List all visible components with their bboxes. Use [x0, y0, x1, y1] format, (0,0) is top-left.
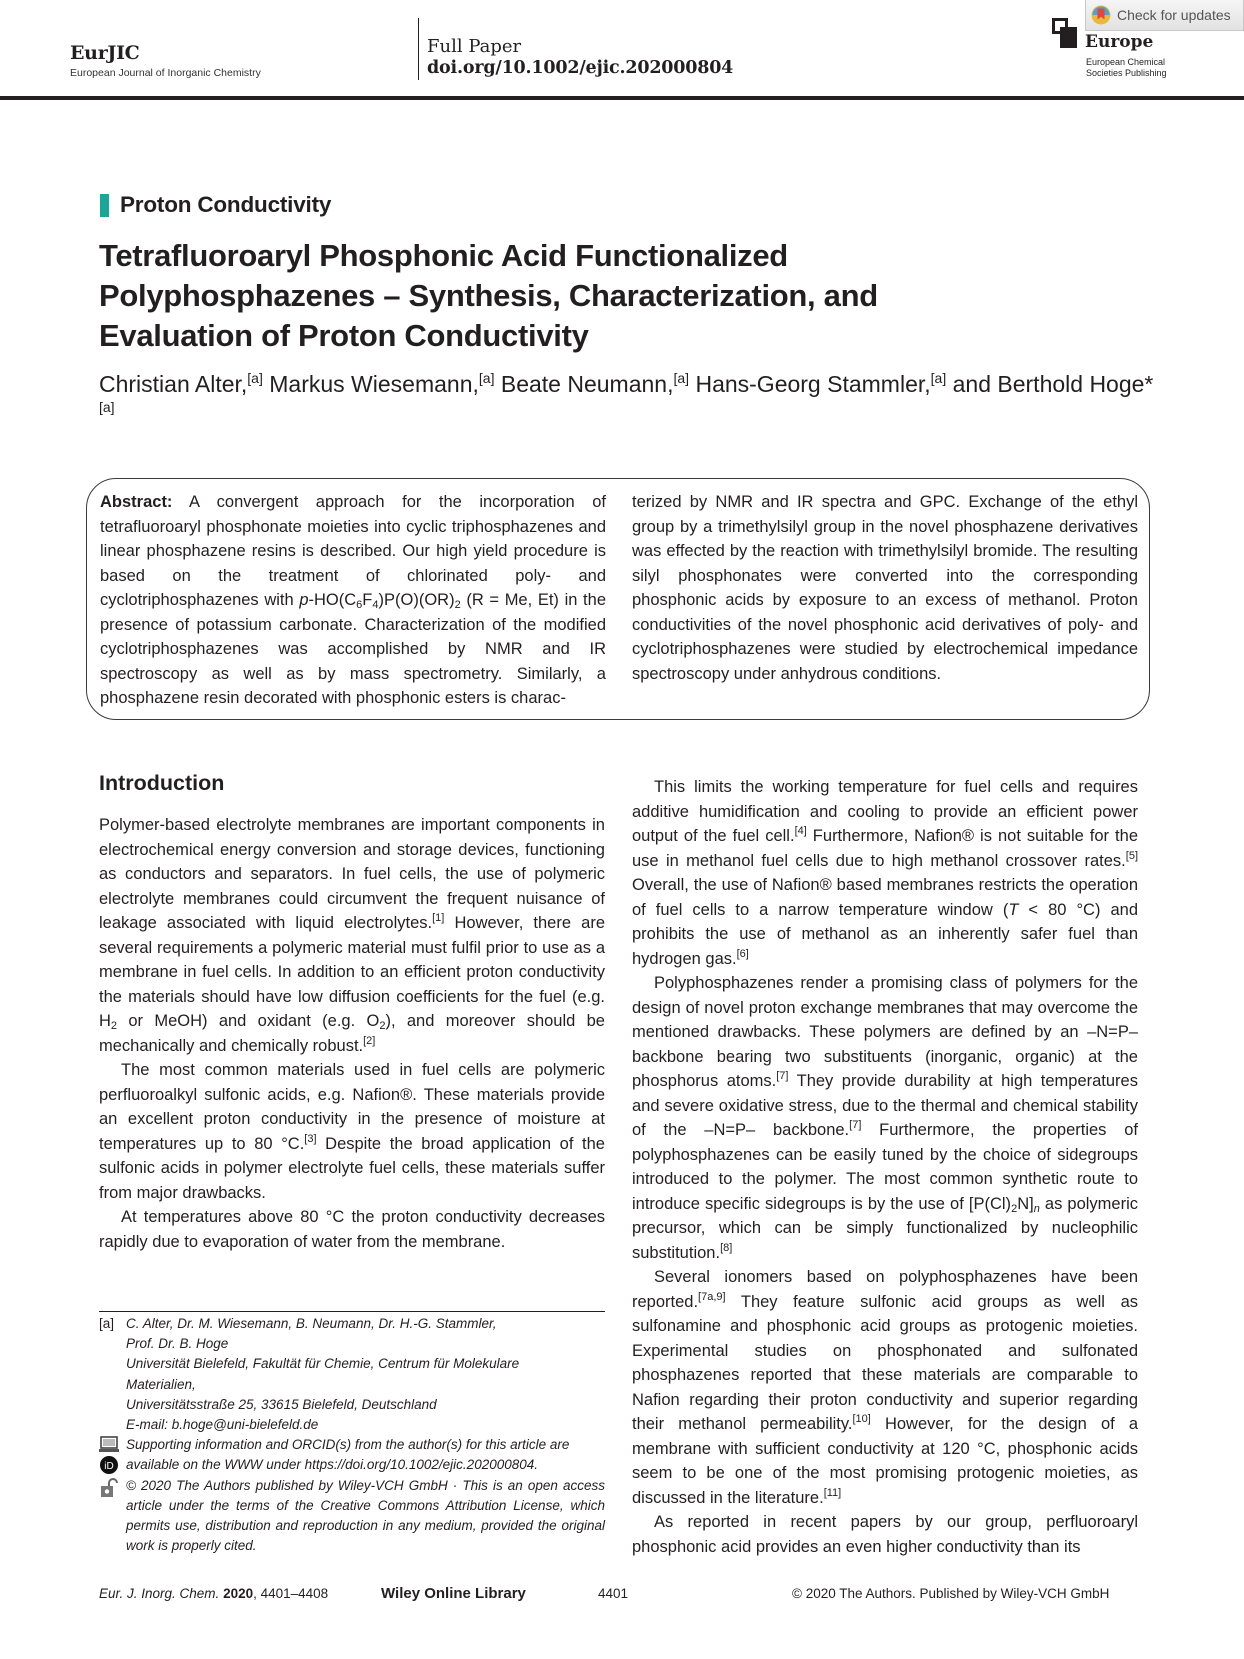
citation-ref[interactable]: [6] — [736, 947, 749, 960]
citation-ref[interactable]: [5] — [1125, 849, 1138, 862]
article-meta — [427, 36, 733, 78]
article-type: Full Paper — [427, 36, 522, 57]
affiliation-mark: [a] — [478, 370, 495, 386]
publisher-subtitle — [1086, 57, 1167, 79]
affiliation-line: Prof. Dr. B. Hoge — [126, 1336, 229, 1352]
affiliation-line: Universitätsstraße 25, 33615 Bielefeld, Deutschland — [126, 1396, 437, 1412]
citation-ref[interactable]: [4] — [794, 825, 807, 837]
publisher-subtitle-line1: European Chemical — [1086, 57, 1166, 67]
abstract-right-column: terized by NMR and IR spectra and GPC. Exchange of the ethyl group by a trimethylsilyl group in the novel phosphazene derivatives was effected by the reaction with trimethylsilyl bromide. The resulting silyl phosphonates were converted into the corresponding phosphonic acids by exposure to an excess of methanol. Proton conductivities of the novel phosphonic acid derivatives of poly- and cyclotriphosphazenes were studied by electrochemical impedance spectroscopy under anhydrous conditions. — [632, 493, 1138, 683]
orcid-icon — [100, 1456, 118, 1474]
abstract-left-column — [100, 490, 606, 711]
email-link[interactable]: E-mail: b.hoge@uni-bielefeld.de — [126, 1417, 319, 1433]
author-name: Beate Neumann, — [494, 371, 674, 397]
formula-subscript: 4 — [372, 599, 379, 611]
footnote-rule — [99, 1311, 605, 1312]
affiliation-line: C. Alter, Dr. M. Wiesemann, B. Neumann, Dr. H.-G. Stammler, — [126, 1316, 497, 1331]
body-left-column — [99, 813, 605, 1254]
formula-subscript: 6 — [356, 599, 363, 611]
header-divider — [418, 18, 419, 80]
citation-ref[interactable]: [8] — [720, 1241, 733, 1254]
citation-ref[interactable]: [3] — [304, 1132, 317, 1145]
open-access-text: © 2020 The Authors published by Wiley-VCH GmbH · This is an open access article under the terms of the Creative Commons Attribution License, which permits use, distribution and reproduction in any medium, provided the original work is properly cited. — [126, 1477, 605, 1554]
paragraph: As reported in recent papers by our group, perfluoroaryl phosphonic acid provides an even higher conductivity than its — [632, 1513, 1138, 1556]
affiliation-footnote — [99, 1314, 605, 1435]
supporting-info-text: Supporting information and ORCID(s) from the author(s) for this article are — [126, 1437, 570, 1453]
section-tag-label: Proton Conductivity — [120, 192, 332, 217]
affiliation-mark: [a] — [930, 370, 947, 386]
formula-part: )P(O)(OR) — [378, 591, 455, 609]
journal-full-name: European Journal of Inorganic Chemistry — [70, 67, 261, 79]
citation-ref[interactable]: [1] — [432, 912, 445, 924]
paragraph: Several ionomers based on polyphosphazenes have been reported.[7a,9] They feature sulfonic acid groups as well as sulfonamine and phosphonic acid groups as protogenic moieties. Experimental studies on phosphonated and sulfonated phosphazenes reported that these materials are comparable to Nafion regarding their proton conductivity and superior regarding their methanol permeability.[10] However, for the design of a membrane with sufficient conductivity at 120 °C, phosphonic acids seem to be one of the most promising protogenic moieties, as discussed in the literature.[11] — [632, 1268, 1138, 1507]
citation-ref[interactable]: [11] — [823, 1486, 842, 1499]
open-lock-icon — [99, 1478, 119, 1498]
check-for-updates-button[interactable] — [1085, 0, 1244, 31]
title-line: Evaluation of Proton Conductivity — [99, 318, 589, 353]
svg-text:iD: iD — [104, 1461, 114, 1473]
accent-bar — [100, 194, 109, 217]
author-name: and Berthold Hoge* — [946, 371, 1154, 397]
citation-ref[interactable]: [7a,9] — [698, 1290, 726, 1303]
title-line: Polyphosphazenes – Synthesis, Characterization, and — [99, 278, 878, 313]
paragraph: This limits the working temperature for fuel cells and requires additive humidification and cooling to provide an efficient power output of the fuel cell.[4] Furthermore, Nafion® is not suitable for the use in methanol fuel cells due to high methanol crossover rates.[5] Overall, the use of Nafion® based membranes restricts the operation of fuel cells to a narrow temperature window (T < 80 °C) and prohibits the use of methanol as an inherently safer fuel than hydrogen gas.[6] — [632, 778, 1138, 968]
publisher-name: Europe — [1085, 32, 1154, 52]
affiliation-mark: [a] — [99, 399, 115, 415]
paragraph: Polyphosphazenes render a promising class of polymers for the design of novel proton exchange membranes that may overcome the mentioned drawbacks. These polymers are defined by an –N=P– backbone bearing two substituents (inorganic, organic) at the phosphorus atoms.[7] They provide durability at high temperatures and severe oxidative stress, due to the thermal and chemical stability of the –N=P– backbone.[7] Furthermore, the properties of polyphosphazenes can be easily tuned by the choice of sidegroups introduced to the polymer. The most common synthetic route to introduce specific sidegroups is by the use of $[P(Cl)_2N]_n$ as polymeric precursor, which can be simply functionalized by nucleophilic substitution.[8] — [632, 974, 1138, 1262]
paragraph: The most common materials used in fuel cells are polymeric perfluoroalkyl sulfonic acids, e.g. Nafion®. These materials provide an excellent proton conductivity in the presence of moisture at temperatures up to 80 °C.[3] Despite the broad application of the sulfonic acids in polymer electrolyte fuel cells, these materials suffer from major drawbacks. — [99, 1061, 605, 1202]
abstract-label: Abstract: — [100, 493, 173, 511]
footer-citation: Eur. J. Inorg. Chem. 2020, 4401–4408 — [99, 1586, 329, 1601]
citation-ref[interactable]: [7] — [776, 1070, 789, 1082]
chemistry-europe-logo-icon — [1052, 18, 1080, 48]
citation-ref[interactable]: [2] — [363, 1034, 376, 1047]
citation-ref[interactable]: [10] — [852, 1413, 871, 1425]
abstract-text: A convergent approach for the incorporation of tetrafluoroaryl phosphonate moieties into cyclic triphosphazenes and linear phosphazene resins is described. Our high yield procedure is based on the treatment of chlorinated poly- and cyclotriphosphazenes with — [100, 493, 606, 609]
title-line: Tetrafluoroaryl Phosphonic Acid Functionalized — [99, 238, 788, 273]
supporting-info-footnote — [99, 1435, 605, 1475]
formula-part: -HO(C — [308, 591, 357, 609]
affiliation-line: Universität Bielefeld, Fakultät für Chemie, Centrum für Molekulare — [126, 1356, 520, 1372]
author-name: Hans-Georg Stammler, — [689, 371, 931, 397]
formula-part: p — [299, 591, 309, 609]
affiliation-line: Materialien, — [126, 1376, 196, 1392]
section-tag — [100, 192, 331, 218]
wiley-online-library-link[interactable]: Wiley Online Library — [381, 1585, 526, 1602]
formula-part: F — [362, 591, 373, 609]
affiliation-mark: [a] — [247, 370, 263, 386]
footer-copyright: © 2020 The Authors. Published by Wiley-VCH GmbH — [792, 1586, 1110, 1601]
journal-branding — [70, 42, 261, 79]
publisher-subtitle-line2: Societies Publishing — [1086, 68, 1167, 78]
journal-abbr: EurJIC — [70, 42, 140, 64]
affiliation-mark: [a] — [99, 1316, 115, 1331]
author-list — [99, 370, 1159, 428]
doi-link[interactable]: doi.org/10.1002/ejic.202000804 — [427, 58, 734, 78]
author-name: Christian Alter, — [99, 371, 248, 397]
body-right-column — [632, 775, 1138, 1559]
check-for-updates-label: Check for updates — [1117, 7, 1231, 23]
abstract-text: (R = Me, Et) in the presence of potassium carbonate. Characterization of the modified cyclotriphosphazenes was accomplished by NMR and IR spectroscopy as well as by mass spectrometry. Similarly, a phosphazene resin decorated with phosphonic esters is charac- — [100, 591, 606, 707]
article-title — [99, 236, 1099, 356]
paragraph: Polymer-based electrolyte membranes are important components in electrochemical energy conversion and storage devices, functioning as conductors and separators. In fuel cells, the use of polymeric electrolyte membranes could circumvent the frequent nuisance of leakage associated with liquid electrolytes.[1] However, there are several requirements a polymeric material must fulfil prior to use as a membrane in fuel cells. In addition to an efficient proton conductivity the materials should have low diffusion coefficients for the fuel (e.g. $H_2$ or MeOH) and oxidant (e.g. $O_2$), and moreover should be mechanically and chemically robust.[2] — [99, 816, 605, 1055]
header-rule — [0, 96, 1244, 100]
open-access-footnote — [99, 1476, 605, 1557]
paragraph: At temperatures above 80 °C the proton conductivity decreases rapidly due to evaporation of water from the membrane. — [99, 1208, 605, 1251]
page-number: 4401 — [598, 1586, 629, 1601]
supporting-info-link[interactable]: available on the WWW under https://doi.org/10.1002/ejic.202000804. — [126, 1457, 539, 1473]
formula-subscript: 2 — [454, 599, 461, 611]
section-heading-introduction: Introduction — [99, 771, 225, 795]
citation-ref[interactable]: [7] — [849, 1119, 862, 1131]
crossmark-icon — [1091, 5, 1111, 25]
author-name: Markus Wiesemann, — [262, 371, 479, 397]
affiliation-mark: [a] — [673, 370, 690, 386]
footnotes — [99, 1314, 605, 1556]
computer-icon — [99, 1436, 119, 1454]
